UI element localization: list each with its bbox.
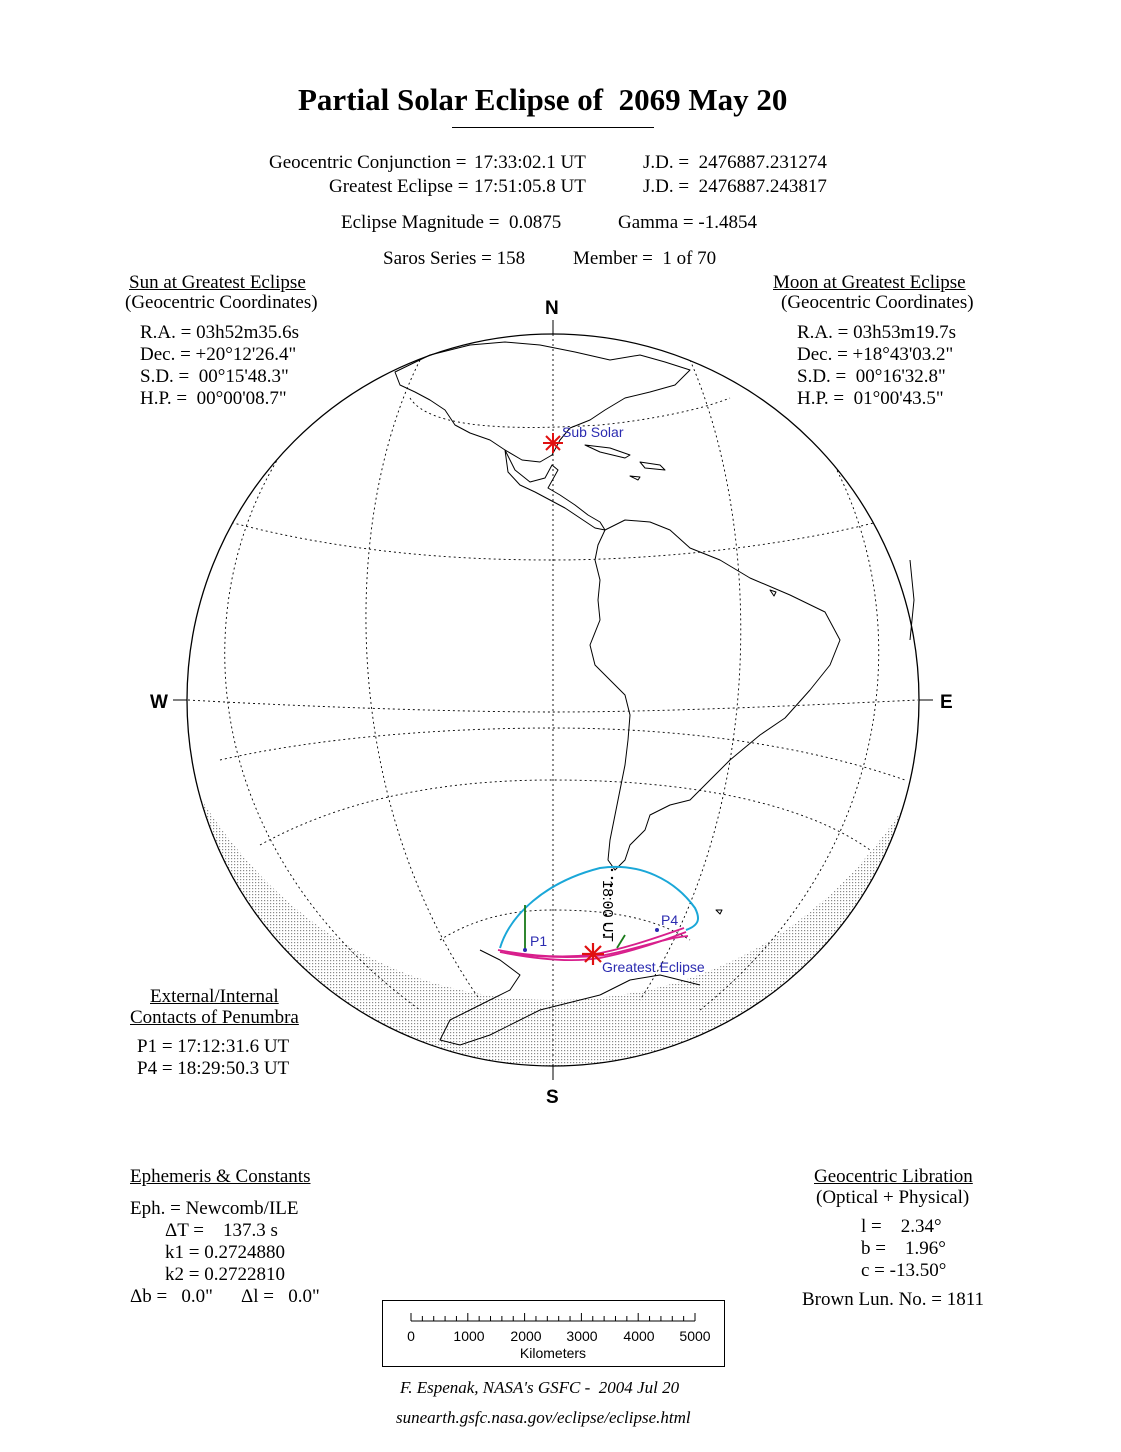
scale-tick-label-1000: 1000 xyxy=(453,1328,485,1344)
libration-l: l = 2.34° xyxy=(861,1216,942,1237)
sun-ra: R.A. = 03h52m35.6s xyxy=(140,322,300,343)
moon-subheading: (Geocentric Coordinates) xyxy=(781,292,974,313)
scale-bar xyxy=(383,1301,724,1366)
scale-tick-label-2000: 2000 xyxy=(510,1328,542,1344)
contacts-heading-2: Contacts of Penumbra xyxy=(130,1007,299,1028)
south-label: S xyxy=(546,1087,559,1108)
ephemeris-heading: Ephemeris & Constants xyxy=(130,1166,311,1187)
libration-c: c = -13.50° xyxy=(861,1260,947,1281)
p4-label: P4 xyxy=(661,912,679,928)
saros-member: Member = 1 of 70 xyxy=(573,248,717,269)
greatest-label: Greatest Eclipse = xyxy=(329,176,469,197)
credit-url: sunearth.gsfc.nasa.gov/eclipse/eclipse.html xyxy=(396,1408,691,1427)
scale-tick-label-3000: 3000 xyxy=(566,1328,598,1344)
p1-point xyxy=(523,948,527,952)
sub-solar-marker xyxy=(543,433,563,453)
scale-tick-label-5000: 5000 xyxy=(679,1328,711,1344)
north-label: N xyxy=(545,298,559,319)
west-label: W xyxy=(150,692,168,713)
eclipse-magnitude: Eclipse Magnitude = 0.0875 xyxy=(341,212,562,233)
gamma: Gamma = -1.4854 xyxy=(618,212,757,233)
ephemeris-delta-t: ΔT = 137.3 s xyxy=(165,1220,278,1241)
brown-lunation: Brown Lun. No. = 1811 xyxy=(802,1289,985,1310)
sun-hp: H.P. = 00°00'08.7" xyxy=(140,388,287,409)
moon-dec: Dec. = +18°43'03.2" xyxy=(797,344,954,365)
greatest-eclipse-marker xyxy=(582,943,604,965)
scale-unit: Kilometers xyxy=(519,1345,587,1361)
credit-author: F. Espenak, NASA's GSFC - 2004 Jul 20 xyxy=(400,1378,680,1397)
conjunction-label: Geocentric Conjunction = xyxy=(269,152,467,173)
contacts-heading-1: External/Internal xyxy=(150,986,279,1007)
ephemeris-k2: k2 = 0.2722810 xyxy=(165,1264,285,1285)
greatest-eclipse-label: Greatest Eclipse xyxy=(602,959,705,975)
time-label: 18:00 UT xyxy=(599,880,616,942)
continent-outlines xyxy=(395,342,914,1045)
ephemeris-eph: Eph. = Newcomb/ILE xyxy=(130,1198,299,1219)
conjunction-jd: J.D. = 2476887.231274 xyxy=(643,152,827,173)
libration-b: b = 1.96° xyxy=(861,1238,946,1259)
ephemeris-k1: k1 = 0.2724880 xyxy=(165,1242,285,1263)
scale-tick-label-0: 0 xyxy=(407,1328,415,1344)
sun-sd: S.D. = 00°15'48.3" xyxy=(140,366,289,387)
scale-tick-label-4000: 4000 xyxy=(623,1328,655,1344)
moon-ra: R.A. = 03h53m19.7s xyxy=(797,322,957,343)
sun-heading: Sun at Greatest Eclipse xyxy=(129,272,306,293)
moon-hp: H.P. = 01°00'43.5" xyxy=(797,388,944,409)
sub-solar-label: Sub Solar xyxy=(562,424,624,440)
ephemeris-delta-l: Δl = 0.0" xyxy=(241,1286,320,1307)
saros-series: Saros Series = 158 xyxy=(383,248,526,269)
sun-subheading: (Geocentric Coordinates) xyxy=(125,292,318,313)
libration-heading: Geocentric Libration xyxy=(814,1166,973,1187)
page-title: Partial Solar Eclipse of 2069 May 20 xyxy=(298,82,788,117)
ephemeris-delta-b: Δb = 0.0" xyxy=(130,1286,213,1307)
moon-sd: S.D. = 00°16'32.8" xyxy=(797,366,946,387)
greatest-jd: J.D. = 2476887.243817 xyxy=(643,176,827,197)
contact-p1: P1 = 17:12:31.6 UT xyxy=(137,1036,290,1057)
contact-p4: P4 = 18:29:50.3 UT xyxy=(137,1058,290,1079)
east-label: E xyxy=(940,692,953,713)
conjunction-time: 17:33:02.1 UT xyxy=(474,152,586,173)
greatest-time: 17:51:05.8 UT xyxy=(474,176,586,197)
moon-heading: Moon at Greatest Eclipse xyxy=(773,272,966,293)
p4-point xyxy=(655,928,659,932)
p1-label: P1 xyxy=(530,933,548,949)
sun-dec: Dec. = +20°12'26.4" xyxy=(140,344,297,365)
libration-subheading: (Optical + Physical) xyxy=(816,1187,970,1208)
